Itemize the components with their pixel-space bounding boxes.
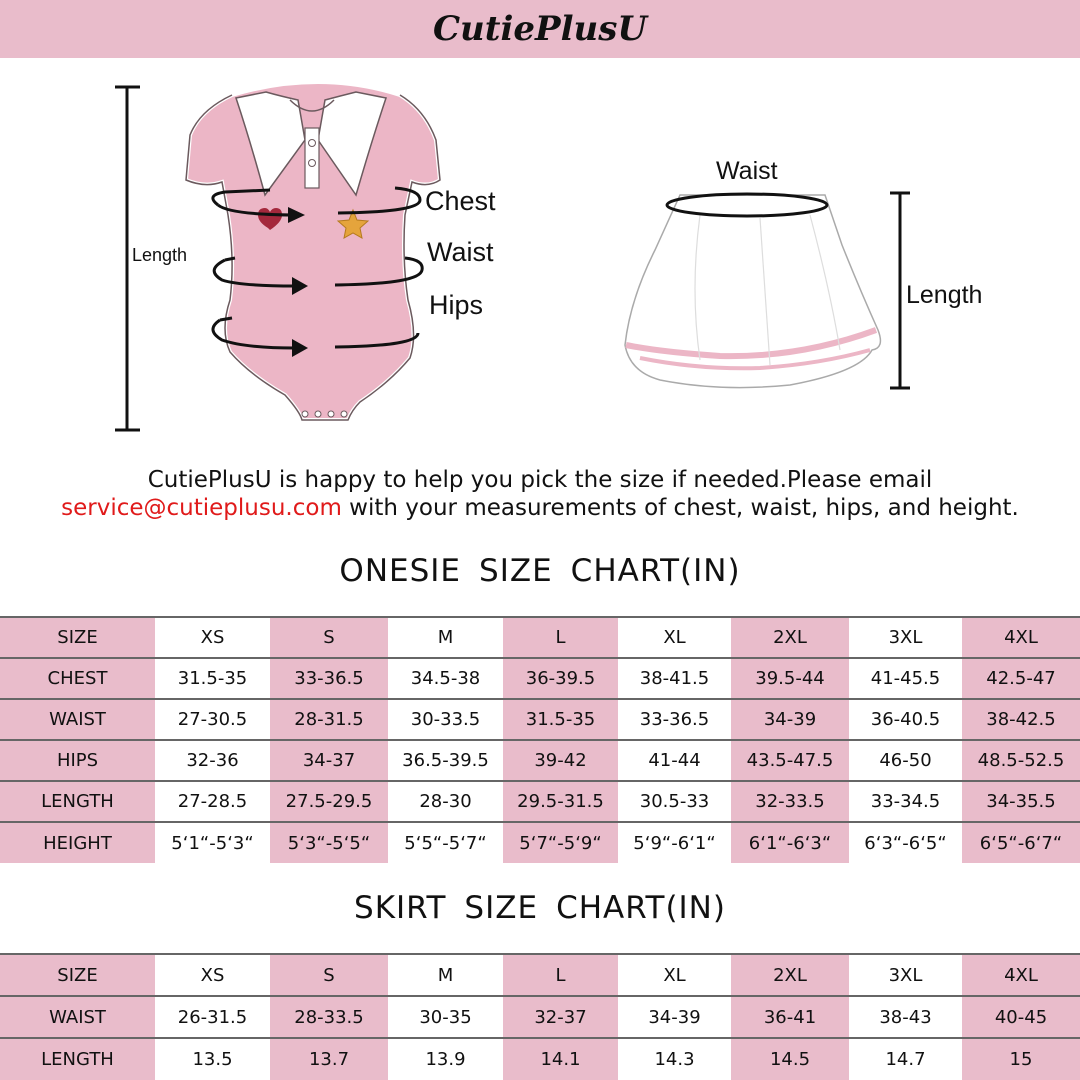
table-row — [0, 822, 1080, 863]
table-cell: 30.5-33 — [618, 781, 731, 822]
skirt-length-label: Length — [906, 281, 983, 309]
size-header-cell: 4XL — [962, 954, 1080, 996]
table-cell: 5‘9“-6‘1“ — [618, 822, 731, 863]
table-cell: 34-37 — [270, 740, 388, 781]
table-cell: 13.5 — [155, 1038, 270, 1080]
help-message-line1: CutiePlusU is happy to help you pick the size if needed.Please email — [147, 467, 933, 493]
size-header-cell: XS — [155, 617, 270, 658]
table-cell: 15 — [962, 1038, 1080, 1080]
help-message-line2-rest: with your measurements of chest, waist, hips, and height. — [341, 495, 1019, 521]
size-header-label: SIZE — [0, 617, 155, 658]
table-cell: 31.5-35 — [155, 658, 270, 699]
table-cell: 32-33.5 — [731, 781, 849, 822]
table-cell: 48.5-52.5 — [962, 740, 1080, 781]
table-cell: 46-50 — [849, 740, 962, 781]
skirt-title-word: CHART(IN) — [556, 890, 726, 926]
table-cell: 28-33.5 — [270, 996, 388, 1038]
table-cell: 34-35.5 — [962, 781, 1080, 822]
measurement-label: LENGTH — [0, 1038, 155, 1080]
table-cell: 33-36.5 — [618, 699, 731, 740]
waist-label: Waist — [427, 237, 494, 267]
table-cell: 5‘1“-5‘3“ — [155, 822, 270, 863]
table-cell: 14.5 — [731, 1038, 849, 1080]
table-cell: 41-44 — [618, 740, 731, 781]
measurement-label: LENGTH — [0, 781, 155, 822]
table-cell: 14.1 — [503, 1038, 618, 1080]
onesie-title-word: CHART(IN) — [570, 553, 741, 589]
table-cell: 34-39 — [731, 699, 849, 740]
table-cell: 27-28.5 — [155, 781, 270, 822]
table-cell: 6‘5“-6‘7“ — [962, 822, 1080, 863]
table-row — [0, 996, 1080, 1038]
table-cell: 38-43 — [849, 996, 962, 1038]
table-header-row — [0, 954, 1080, 996]
size-header-cell: XS — [155, 954, 270, 996]
table-cell: 5‘5“-5‘7“ — [388, 822, 503, 863]
table-cell: 28-31.5 — [270, 699, 388, 740]
garment-illustration — [0, 58, 1080, 458]
table-cell: 33-34.5 — [849, 781, 962, 822]
table-cell: 14.3 — [618, 1038, 731, 1080]
onesie-title-word: ONESIE — [339, 553, 462, 589]
table-cell: 39.5-44 — [731, 658, 849, 699]
size-header-cell: 4XL — [962, 617, 1080, 658]
onesie-garment — [186, 82, 440, 420]
table-cell: 36-41 — [731, 996, 849, 1038]
size-header-cell: S — [270, 617, 388, 658]
support-email-link[interactable]: service@cutieplusu.com — [61, 495, 342, 521]
table-cell: 27-30.5 — [155, 699, 270, 740]
table-row — [0, 699, 1080, 740]
table-cell: 13.9 — [388, 1038, 503, 1080]
hips-label: Hips — [429, 290, 484, 320]
table-cell: 32-37 — [503, 996, 618, 1038]
skirt-size-table — [0, 953, 1080, 1080]
table-cell: 28-30 — [388, 781, 503, 822]
table-cell: 14.7 — [849, 1038, 962, 1080]
table-cell: 39-42 — [503, 740, 618, 781]
skirt-title-word: SIZE — [464, 890, 539, 926]
table-cell: 27.5-29.5 — [270, 781, 388, 822]
table-row — [0, 781, 1080, 822]
table-row — [0, 658, 1080, 699]
table-cell: 34-39 — [618, 996, 731, 1038]
table-cell: 40-45 — [962, 996, 1080, 1038]
skirt-title-word: SKIRT — [354, 890, 447, 926]
table-row — [0, 740, 1080, 781]
table-cell: 31.5-35 — [503, 699, 618, 740]
table-cell: 43.5-47.5 — [731, 740, 849, 781]
table-cell: 33-36.5 — [270, 658, 388, 699]
brand-header — [0, 0, 1080, 58]
table-cell: 5‘7“-5‘9“ — [503, 822, 618, 863]
table-cell: 42.5-47 — [962, 658, 1080, 699]
brand-logo: CutiePlusU — [432, 9, 648, 49]
size-header-cell: 2XL — [731, 954, 849, 996]
size-header-cell: S — [270, 954, 388, 996]
table-cell: 38-42.5 — [962, 699, 1080, 740]
table-cell: 41-45.5 — [849, 658, 962, 699]
size-header-cell: M — [388, 954, 503, 996]
table-cell: 36.5-39.5 — [388, 740, 503, 781]
size-header-cell: XL — [618, 617, 731, 658]
size-header-cell: 3XL — [849, 617, 962, 658]
skirt-waist-label: Waist — [716, 157, 778, 185]
table-cell: 29.5-31.5 — [503, 781, 618, 822]
measurement-label: CHEST — [0, 658, 155, 699]
table-cell: 30-33.5 — [388, 699, 503, 740]
size-header-cell: 3XL — [849, 954, 962, 996]
chest-label: Chest — [425, 186, 496, 216]
measurement-label: HEIGHT — [0, 822, 155, 863]
table-cell: 6‘3“-6‘5“ — [849, 822, 962, 863]
size-header-cell: L — [503, 617, 618, 658]
table-cell: 30-35 — [388, 996, 503, 1038]
skirt-chart-title — [0, 890, 1080, 926]
onesie-title-word: SIZE — [479, 553, 553, 589]
size-header-cell: 2XL — [731, 617, 849, 658]
onesie-length-label: Length — [132, 245, 188, 265]
measurement-label: WAIST — [0, 996, 155, 1038]
table-cell: 34.5-38 — [388, 658, 503, 699]
table-row — [0, 1038, 1080, 1080]
table-cell: 26-31.5 — [155, 996, 270, 1038]
size-header-cell: M — [388, 617, 503, 658]
table-cell: 13.7 — [270, 1038, 388, 1080]
size-header-cell: L — [503, 954, 618, 996]
onesie-chart-title — [0, 553, 1080, 589]
size-header-label: SIZE — [0, 954, 155, 996]
table-cell: 36-40.5 — [849, 699, 962, 740]
table-cell: 32-36 — [155, 740, 270, 781]
measurement-label: HIPS — [0, 740, 155, 781]
table-cell: 38-41.5 — [618, 658, 731, 699]
table-header-row — [0, 617, 1080, 658]
table-cell: 36-39.5 — [503, 658, 618, 699]
onesie-size-table — [0, 616, 1080, 863]
table-cell: 5‘3“-5‘5“ — [270, 822, 388, 863]
measurement-label: WAIST — [0, 699, 155, 740]
skirt-garment — [625, 195, 880, 388]
help-message-line2 — [0, 494, 1080, 522]
size-header-cell: XL — [618, 954, 731, 996]
table-cell: 6‘1“-6‘3“ — [731, 822, 849, 863]
help-message — [0, 466, 1080, 522]
